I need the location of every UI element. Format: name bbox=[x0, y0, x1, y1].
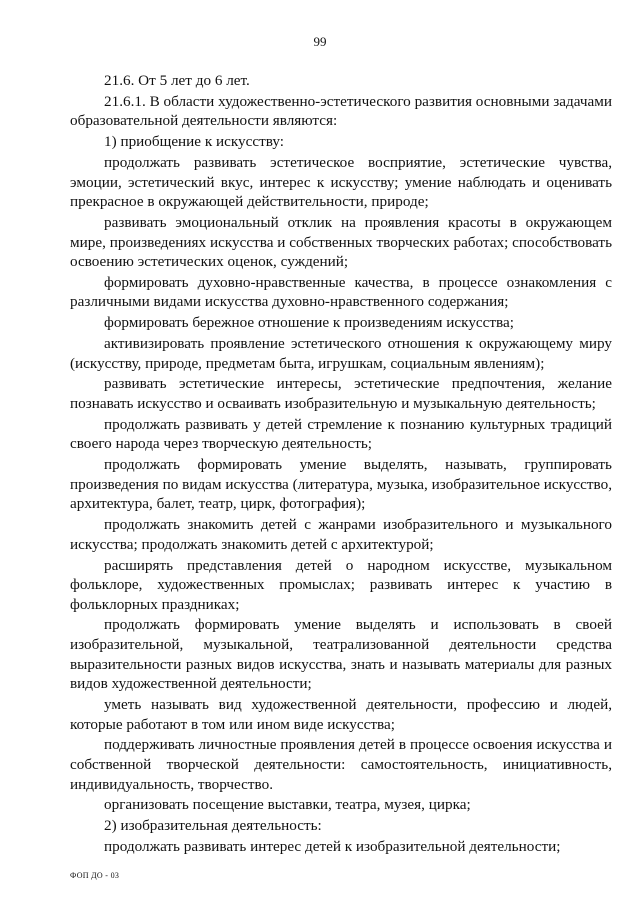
paragraph-list-heading-art: 1) приобщение к искусству: bbox=[104, 133, 285, 151]
paragraph: организовать посещение выставки, театра, музея, цирка; bbox=[104, 796, 471, 814]
paragraph-section-heading: 21.6. От 5 лет до 6 лет. bbox=[104, 72, 250, 89]
document-body bbox=[70, 71, 612, 858]
paragraph: продолжать развивать у детей стремление к познанию культурных традиций своего народа через творческую деятельность; bbox=[70, 415, 612, 453]
paragraph: уметь называть вид художественной деятельности, профессию и людей, которые работают в том или ином виде искусства; bbox=[70, 696, 612, 733]
paragraph: поддерживать личностные проявления детей в процессе освоения искусства и собственной творческой деятельности: самостоятельность, инициативность, индивидуальность, творчество. bbox=[70, 736, 612, 793]
document-code-footer: ФОП ДО - 03 bbox=[70, 871, 120, 880]
paragraph: продолжать знакомить детей с жанрами изобразительного и музыкального искусства; продолжать знакомить детей с архитектурой; bbox=[70, 516, 612, 553]
paragraph: продолжать развивать эстетическое восприятие, эстетические чувства, эмоции, эстетический вкус, интерес к искусству; умение наблюдать и оценивать прекрасное в окружающей действительности, природе; bbox=[70, 153, 612, 211]
paragraph: формировать духовно-нравственные качества, в процессе ознакомления с различными видами искусства духовно-нравственного содержания; bbox=[70, 273, 612, 311]
paragraph: продолжать формировать умение выделять, называть, группировать произведения по видам искусства (литература, музыка, изобразительное искусство, архитектура, балет, театр, цирк, фотография); bbox=[70, 456, 612, 513]
paragraph: продолжать формировать умение выделять и использовать в своей изобразительной, музыкальной, театрализованной деятельности средства выразительности разных видов искусства, знать и называть материалы для разных видов художественной деятельности; bbox=[70, 616, 612, 693]
paragraph: формировать бережное отношение к произведениям искусства; bbox=[104, 314, 514, 332]
page-number: 99 bbox=[313, 34, 327, 49]
paragraph-list-heading-visual-arts: 2) изобразительная деятельность: bbox=[104, 817, 322, 835]
paragraph: развивать эмоциональный отклик на проявления красоты в окружающем мире, произведениях искусства и собственных творческих работах; способствовать освоению эстетических оценок, суждений; bbox=[70, 213, 612, 271]
paragraph: продолжать развивать интерес детей к изобразительной деятельности; bbox=[104, 837, 561, 855]
paragraph: активизировать проявление эстетического отношения к окружающему миру (искусству, природе, предметам быта, игрушкам, социальным явлениям); bbox=[70, 335, 612, 372]
paragraph: расширять представления детей о народном искусстве, музыкальном фольклоре, художественных промыслах; развивать интерес к участию в фольклорных праздниках; bbox=[70, 556, 612, 613]
paragraph: развивать эстетические интересы, эстетические предпочтения, желание познавать искусство и осваивать изобразительную и музыкальную деятельность; bbox=[70, 375, 612, 412]
paragraph-subsection-intro: 21.6.1. В области художественно-эстетического развития основными задачами образовательной деятельности являются: bbox=[70, 92, 612, 130]
